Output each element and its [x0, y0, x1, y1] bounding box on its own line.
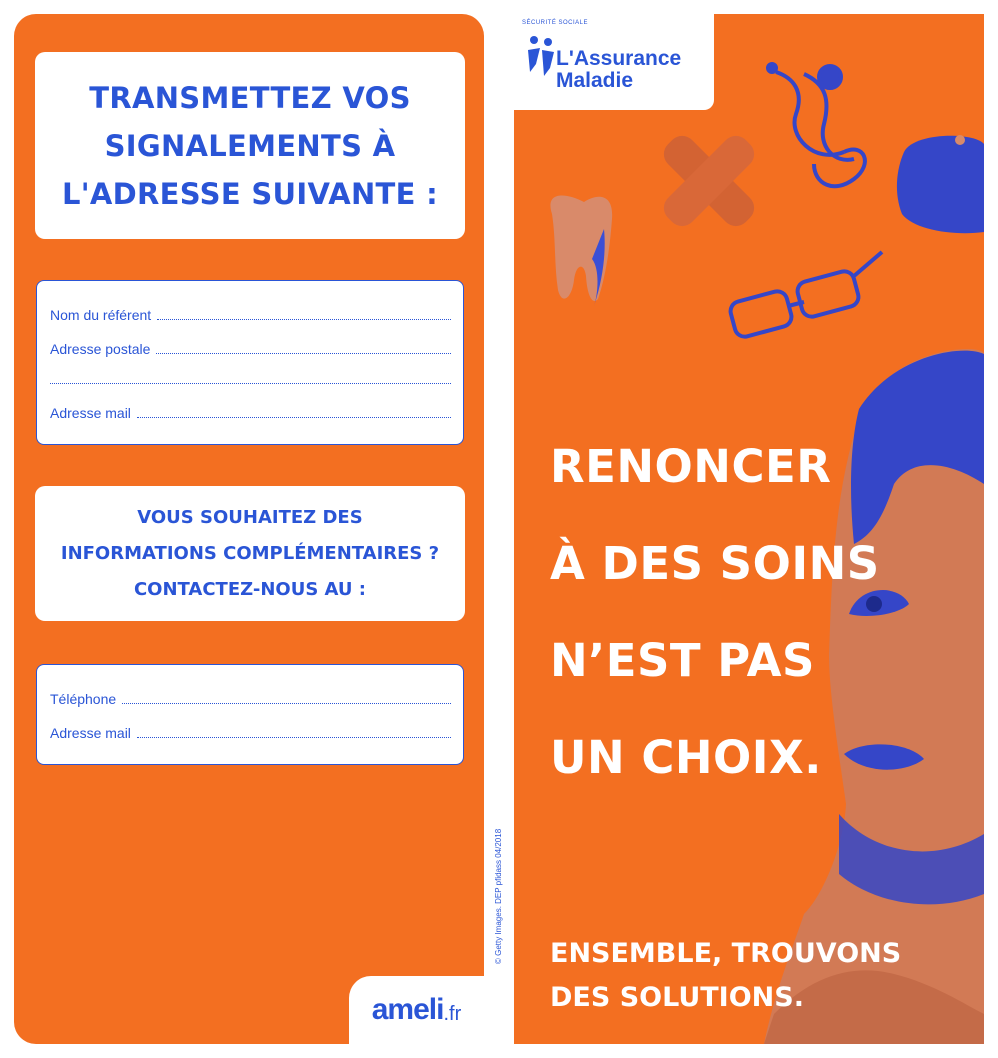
referent-name-row [50, 301, 451, 323]
contact-mail-line[interactable] [137, 737, 451, 738]
postal-address-label: Adresse postale [50, 341, 151, 357]
contact-mail-row [50, 707, 451, 741]
mail-address-line[interactable] [137, 417, 451, 418]
contact-info-card [35, 486, 465, 621]
signalement-title-card [35, 52, 465, 239]
right-panel [514, 14, 984, 1044]
logo-subtitle: SÉCURITÉ SOCIALE [522, 20, 589, 26]
mail-address-label: Adresse mail [50, 405, 131, 421]
tooth-icon [550, 195, 612, 306]
wallet-icon [897, 135, 984, 233]
mail-address-row [50, 387, 451, 421]
ameli-tld: .fr [443, 1002, 462, 1025]
phone-label: Téléphone [50, 691, 117, 707]
postal-address-line[interactable] [156, 353, 451, 354]
postal-address-continued-row [50, 357, 451, 387]
stethoscope-icon [768, 64, 865, 186]
photo-credit: © Getty Images. DEP pfidass 04/2018 [494, 828, 503, 964]
signalement-title: TRANSMETTEZ VOS SIGNALEMENTS À L'ADRESSE SUIVANTE : [61, 80, 439, 211]
phone-line[interactable] [122, 703, 451, 704]
referent-name-line[interactable] [157, 319, 451, 320]
ameli-brand: ameli [371, 993, 444, 1026]
tagline: ENSEMBLE, TROUVONS DES SOLUTIONS. [550, 938, 902, 1013]
logo-name: L'Assurance Maladie [556, 47, 682, 92]
bandage-icon [658, 130, 760, 232]
postal-address-row [50, 323, 451, 357]
contact-mail-label: Adresse mail [50, 725, 131, 741]
people-icon [524, 32, 558, 80]
ameli-logo[interactable] [349, 976, 484, 1044]
contact-form [36, 664, 464, 765]
contact-info-text: VOUS SOUHAITEZ DES INFORMATIONS COMPLÉMENTAIRES ? CONTACTEZ-NOUS AU : [60, 506, 440, 600]
phone-row [50, 685, 451, 707]
left-panel [14, 14, 484, 1044]
referent-address-form [36, 280, 464, 445]
glasses-icon [728, 252, 882, 339]
assurance-maladie-logo[interactable] [514, 14, 714, 110]
referent-name-label: Nom du référent [50, 307, 152, 323]
headline: RENONCER À DES SOINS N’EST PAS UN CHOIX. [550, 440, 880, 784]
postal-address-line-2[interactable] [50, 383, 451, 384]
